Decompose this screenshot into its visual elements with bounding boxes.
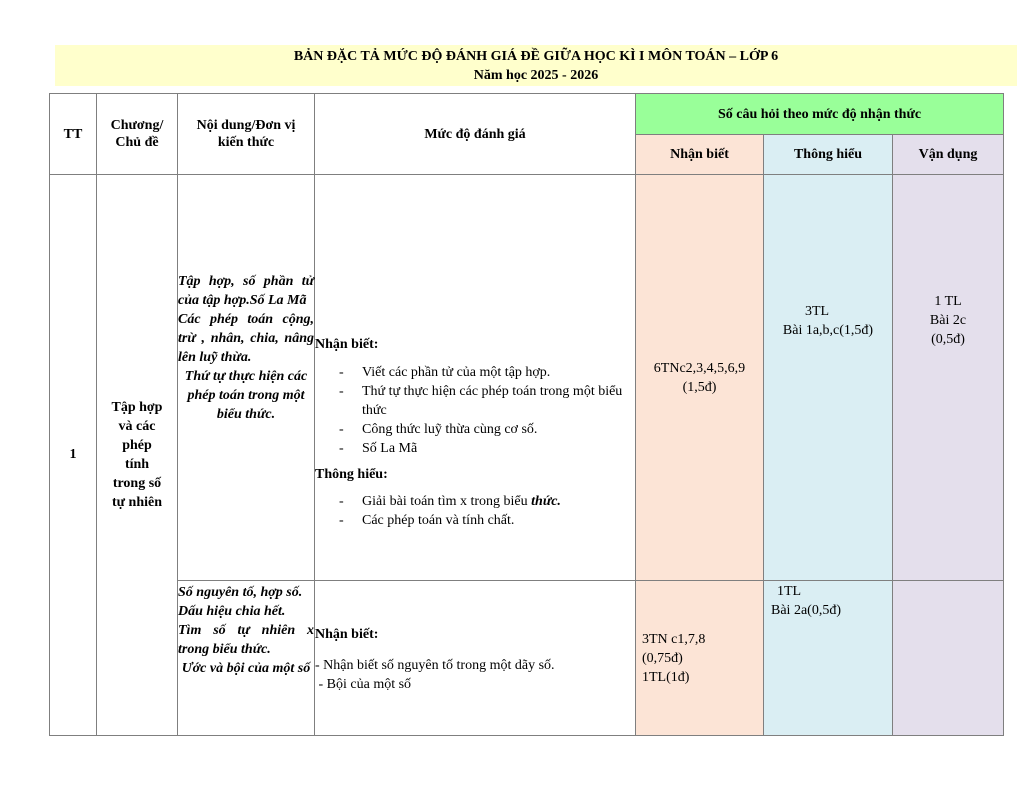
- level-line: - Bội của một số: [315, 676, 412, 692]
- list-item: - Viết các phần tử của một tập hợp.: [315, 363, 635, 382]
- count-line: (0,5đ): [931, 332, 965, 347]
- count-line: (0,75đ): [642, 651, 683, 666]
- header-content-line2: kiến thức: [217, 135, 275, 150]
- table-row: [50, 581, 1004, 736]
- table-row: [50, 175, 1004, 581]
- understand-list: [315, 492, 635, 530]
- count-line: Bài 2a(0,5đ): [771, 603, 841, 618]
- understand-count-cell: [764, 581, 893, 736]
- content-text: Các phép toán cộng, trừ , nhân, chia, nâng lên luỹ thừa.: [178, 312, 314, 365]
- header-level: Mức độ đánh giá: [315, 94, 636, 175]
- header-chapter-line1: Chương/: [110, 118, 164, 133]
- row-number: 1: [50, 175, 97, 736]
- count-line: 1TL: [777, 584, 802, 599]
- content-text: Dấu hiệu chia hết.: [178, 604, 286, 619]
- list-item-emphasis: thức.: [531, 494, 561, 509]
- content-cell: [178, 581, 315, 736]
- document-title-band: [55, 45, 1017, 86]
- content-text: Thứ tự thực hiện các phép toán trong một biểu thức.: [184, 369, 308, 422]
- chapter-cell: [97, 175, 178, 736]
- count-line: 1TL(1đ): [642, 670, 690, 685]
- header-apply: Vận dụng: [893, 135, 1004, 175]
- understand-heading: Thông hiểu:: [315, 467, 388, 482]
- list-item: - Công thức luỹ thừa cùng cơ số.: [315, 420, 635, 439]
- understand-count-cell: [764, 175, 893, 581]
- list-item-text: Giải bài toán tìm x trong biểu: [362, 494, 532, 509]
- recognize-heading: Nhận biết:: [315, 337, 379, 352]
- chapter-line: và các: [118, 419, 156, 434]
- chapter-line: tính: [124, 457, 150, 472]
- count-line: 1 TL: [934, 294, 962, 309]
- document-title: BẢN ĐẶC TẢ MỨC ĐỘ ĐÁNH GIÁ ĐỀ GIỮA HỌC KÌ I MÔN TOÁN – LỚP 6: [293, 49, 779, 64]
- list-item: - Thứ tự thực hiện các phép toán trong một biểu thức: [315, 382, 635, 420]
- count-line: Bài 1a,b,c(1,5đ): [782, 323, 874, 338]
- school-year: Năm học 2025 - 2026: [473, 68, 599, 83]
- recognize-count-cell: [636, 581, 764, 736]
- apply-count-cell: [893, 175, 1004, 581]
- count-line: Bài 2c: [929, 313, 967, 328]
- header-row-1: [50, 94, 1004, 135]
- header-question-count: Số câu hỏi theo mức độ nhận thức: [636, 94, 1004, 135]
- specification-table: [49, 93, 1004, 736]
- count-line: 3TN c1,7,8: [642, 632, 706, 647]
- header-content: [178, 94, 315, 175]
- list-item: - Số La Mã: [315, 439, 635, 458]
- count-line: 3TL: [804, 304, 830, 319]
- header-content-line1: Nội dung/Đơn vị: [196, 118, 296, 133]
- header-chapter-line2: Chủ đề: [115, 135, 159, 150]
- chapter-line: tự nhiên: [111, 495, 163, 510]
- chapter-line: Tập hợp: [111, 400, 163, 415]
- content-text: Số nguyên tố, hợp số.: [178, 585, 303, 600]
- level-line: - Nhận biết số nguyên tố trong một dãy số.: [315, 657, 555, 673]
- assessment-level-cell: [315, 175, 636, 581]
- content-cell: [178, 175, 315, 581]
- list-item: [315, 492, 635, 511]
- header-tt: TT: [50, 94, 97, 175]
- count-line: 6TNc2,3,4,5,6,9: [653, 361, 746, 376]
- content-text: Tập hợp, số phần tử của tập hợp.Số La Mã: [178, 274, 314, 308]
- recognize-list: [315, 363, 635, 458]
- list-item: - Các phép toán và tính chất.: [315, 511, 635, 530]
- count-line: (1,5đ): [682, 380, 717, 395]
- assessment-level-cell: [315, 581, 636, 736]
- chapter-line: trong số: [112, 476, 162, 491]
- content-text: Tìm số tự nhiên x trong biểu thức.: [178, 623, 314, 657]
- header-chapter: [97, 94, 178, 175]
- recognize-count-cell: [636, 175, 764, 581]
- chapter-line: phép: [122, 438, 152, 453]
- apply-count-cell: [893, 581, 1004, 736]
- recognize-heading: Nhận biết:: [315, 626, 379, 642]
- content-text: Ước và bội của một số: [181, 661, 311, 676]
- header-recognize: Nhận biết: [636, 135, 764, 175]
- header-understand: Thông hiểu: [764, 135, 893, 175]
